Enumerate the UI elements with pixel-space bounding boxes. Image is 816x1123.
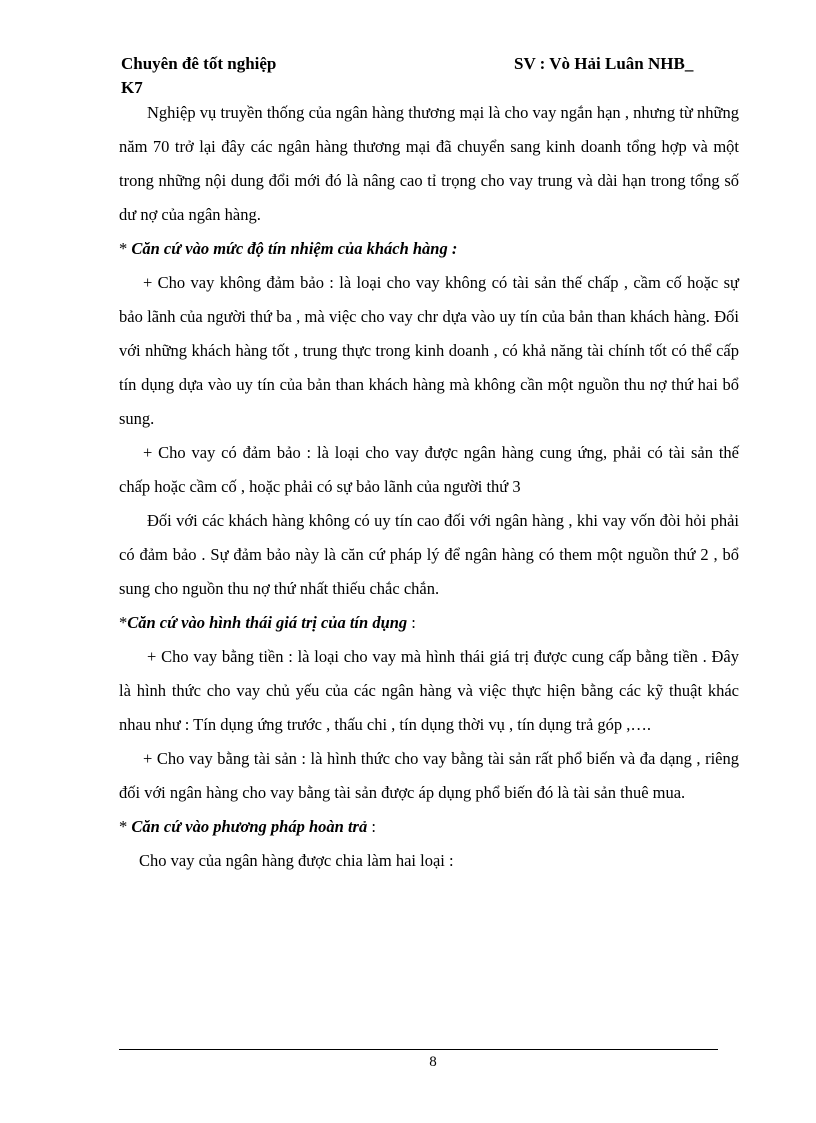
paragraph-cash-loan: + Cho vay bằng tiền : là loại cho vay mà hình thái giá trị được cung cấp bằng tiền . Đây là hình thức cho vay chủ yếu của các ngân hàng và việc thực hiện bằng các kỹ thuật khác nhau như : Tín dụng ứng trước , thấu chi , tín dụng thời vụ , tín dụng trả góp ,…. — [119, 647, 739, 734]
document-body — [119, 96, 739, 878]
section-heading-value-form: *Căn cứ vào hình thái giá trị của tín dụng : — [119, 613, 416, 632]
paragraph-secured-loan: + Cho vay có đảm bảo : là loại cho vay được ngân hàng cung ứng, phải có tài sản thế chấp hoặc cầm cố , hoặc phải có sự bảo lãnh của người thứ 3 — [119, 443, 739, 496]
heading-text: Căn cứ vào phương pháp hoàn trả — [131, 817, 368, 836]
header-author-continuation: K7 — [121, 78, 143, 97]
paragraph-unsecured-loan: + Cho vay không đảm bảo : là loại cho vay không có tài sản thế chấp , cầm cố hoặc sự bảo lãnh của người thứ ba , mà việc cho vay chr dựa vào uy tín của bản than khách hàng. Đối với những khách hàng tốt , trung thực trong kinh doanh , có khả năng tài chính tốt có thể cấp tín dụng dựa vào uy tín của bản than khách hàng mà không cần một nguồn thu nợ thứ hai bổ sung. — [119, 273, 739, 428]
paragraph-repayment-intro: Cho vay của ngân hàng được chia làm hai loại : — [139, 851, 454, 870]
header-title: Chuyên đê tốt nghiệp — [121, 54, 277, 73]
footer-divider — [119, 1049, 718, 1050]
paragraph-intro: Nghiệp vụ truyền thống của ngân hàng thương mại là cho vay ngắn hạn , nhưng từ những năm 70 trở lại đây các ngân hàng thương mại đã chuyển sang kinh doanh tổng hợp và một trong những nội dung đổi mới đó là nâng cao tỉ trọng cho vay trung và dài hạn trong tổng số dư nợ của ngân hàng. — [119, 103, 739, 224]
paragraph-asset-loan: + Cho vay bằng tài sản : là hình thức cho vay bằng tài sản rất phổ biến và đa dạng , riêng đối với ngân hàng cho vay bằng tài sản được áp dụng phổ biến đó là tài sản thuê mua. — [119, 749, 739, 802]
section-heading-credit-rating: * Căn cứ vào mức độ tín nhiệm của khách hàng : — [119, 239, 458, 258]
page-number: 8 — [429, 1054, 437, 1070]
header-author: SV : Vò Hải Luân NHB_ — [514, 54, 694, 73]
section-heading-repayment: * Căn cứ vào phương pháp hoàn trả : — [119, 817, 376, 836]
paragraph-secured-explanation: Đối với các khách hàng không có uy tín cao đối với ngân hàng , khi vay vốn đòi hỏi phải có đảm bảo . Sự đảm bảo này là căn cứ pháp lý để ngân hàng có them một nguồn thứ 2 , bổ sung cho nguồn thu nợ thứ nhất thiếu chắc chắn. — [119, 511, 739, 598]
heading-text: Căn cứ vào hình thái giá trị của tín dụng — [127, 613, 408, 632]
heading-text: Căn cứ vào mức độ tín nhiệm của khách hàng — [131, 239, 448, 258]
